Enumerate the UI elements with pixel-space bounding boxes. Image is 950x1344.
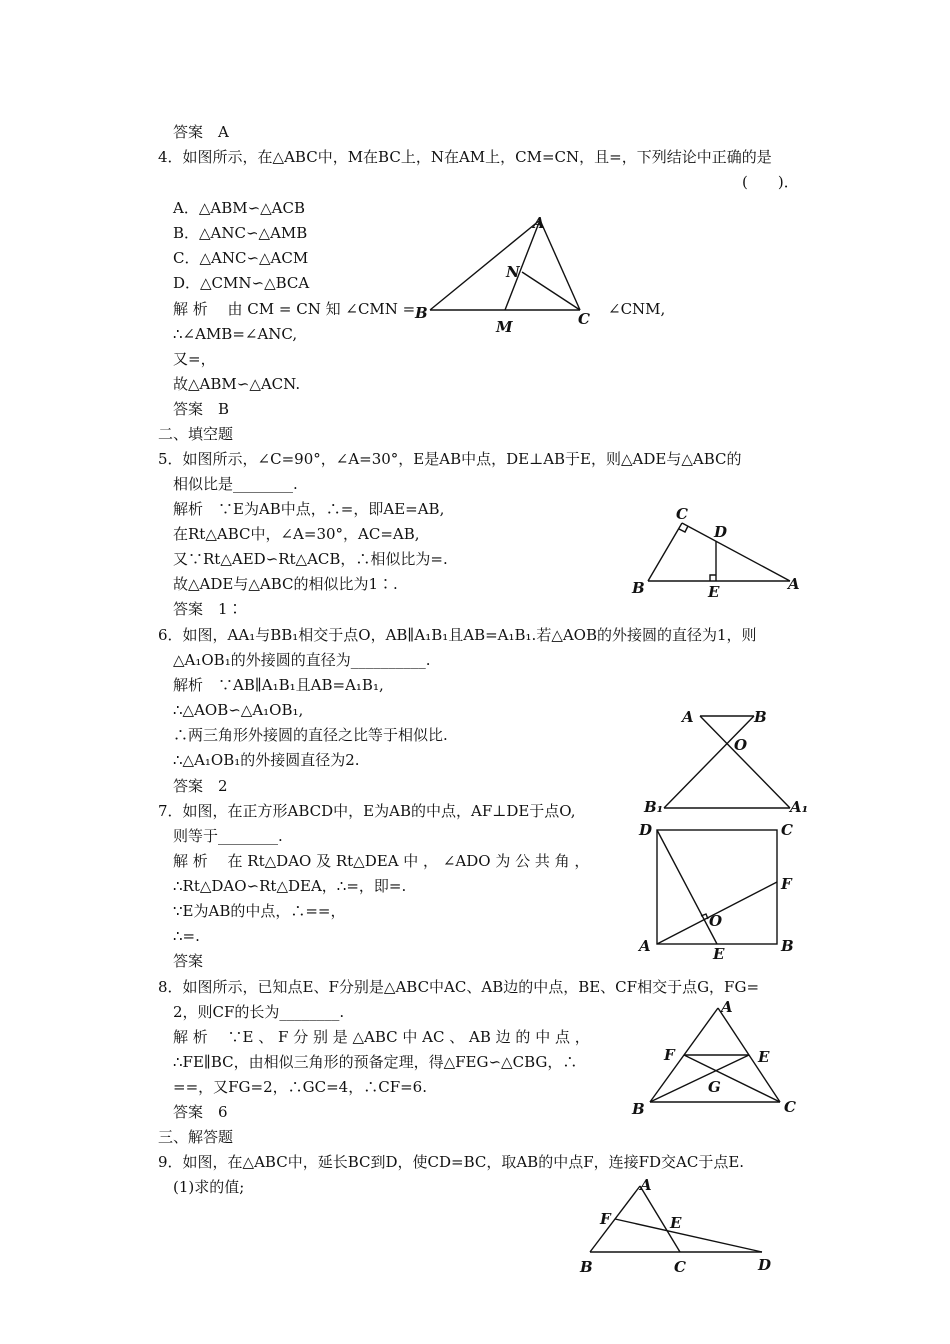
q5-side-bc: [648, 523, 682, 581]
q8-label-a: A: [721, 998, 733, 1016]
q9-segment-fd: [615, 1219, 762, 1252]
q6-label-o: O: [734, 736, 748, 754]
q7-label-a: A: [639, 937, 651, 955]
q7-label-b: B: [781, 937, 794, 955]
q6-figure: [640, 700, 820, 820]
q5-label-a: A: [788, 575, 800, 593]
q4-analysis-1: 解 析 由 CM = CN 知 ∠CMN =: [173, 300, 416, 318]
q4-label-b: B: [415, 304, 428, 322]
q7-label-c: C: [781, 821, 793, 839]
q6-label-b1: B₁: [644, 798, 664, 816]
q7-analysis-3: ∵E为AB的中点，∴==，: [173, 902, 346, 920]
q9-label-e: E: [670, 1214, 682, 1232]
q5-analysis-4: 故△ADE与△ABC的相似比为1∶.: [173, 575, 398, 593]
q6-analysis-1: 解析 ∵AB∥A₁B₁且AB=A₁B₁,: [173, 676, 384, 694]
q6-answer: 答案 2: [173, 777, 228, 795]
q4-figure: [410, 210, 610, 340]
q8-analysis-1: 解 析 ∵E 、 F 分 别 是 △ABC 中 AC 、 AB 边 的 中 点 ，: [173, 1028, 590, 1046]
q5-stem-2: 相似比是________.: [173, 475, 298, 493]
q5-label-e: E: [708, 583, 720, 601]
q6-segment-bb1: [664, 716, 754, 808]
q7-label-d: D: [639, 821, 653, 839]
q6-label-b: B: [754, 708, 767, 726]
q4-side-ab: [430, 220, 540, 310]
q5-right-angle-e: [710, 575, 716, 581]
q5-analysis-1: 解析 ∵E为AB中点，∴=，即AE=AB,: [173, 500, 445, 518]
q9-label-d: D: [758, 1256, 772, 1274]
q7-label-f: F: [781, 875, 792, 893]
q6-label-a: A: [682, 708, 694, 726]
q9-part-1: (1)求的值;: [173, 1178, 245, 1196]
q7-stem-2: 则等于________.: [173, 827, 283, 845]
q7-figure: [635, 815, 805, 963]
q7-label-o: O: [709, 912, 723, 930]
q4-analysis-4: 故△ABM∽△ACN.: [173, 375, 301, 393]
q4-label-m: M: [496, 318, 513, 336]
q9-label-b: B: [580, 1258, 593, 1276]
q5-analysis-2: 在Rt△ABC中，∠A=30°，AC=AB,: [173, 525, 420, 543]
q8-stem-1: 8．如图所示，已知点E、F分别是△ABC中AC、AB边的中点，BE、CF相交于点G，FG=: [158, 978, 760, 996]
q5-label-d: D: [714, 523, 728, 541]
q7-segment-de: [657, 830, 717, 944]
q9-figure: [570, 1170, 790, 1280]
q4-option-c: C．△ANC∽△ACM: [173, 249, 309, 267]
q6-analysis-3: ∴两三角形外接圆的直径之比等于相似比.: [173, 726, 448, 744]
q6-analysis-2: ∴△AOB∽△A₁OB₁,: [173, 701, 304, 719]
q8-analysis-3: ==，又FG=2，∴GC=4，∴CF=6.: [173, 1078, 427, 1096]
q7-analysis-2: ∴Rt△DAO∽Rt△DEA，∴=，即=.: [173, 877, 407, 895]
q6-label-a1: A₁: [790, 798, 809, 816]
q4-analysis-2: ∴∠AMB=∠ANC,: [173, 325, 298, 343]
q6-stem-1: 6．如图，AA₁与BB₁相交于点O，AB∥A₁B₁且AB=A₁B₁.若△AOB的外接圆的直径为1，则: [158, 626, 757, 644]
q8-figure: [628, 998, 808, 1120]
q8-label-f: F: [664, 1046, 675, 1064]
q8-label-b: B: [632, 1100, 645, 1118]
q6-segment-aa1: [700, 716, 790, 808]
q5-figure: [628, 505, 818, 600]
q3-answer: 答案 A: [173, 123, 229, 141]
section-2-title: 二、填空题: [158, 425, 234, 443]
q7-analysis-4: ∴=.: [173, 927, 200, 945]
q8-label-g: G: [708, 1078, 721, 1096]
q7-analysis-1: 解 析 在 Rt△DAO 及 Rt△DEA 中 ， ∠ADO 为 公 共 角 ，: [173, 852, 590, 870]
q5-analysis-3: 又∵Rt△AED∽Rt△ACB，∴相似比为=.: [173, 550, 448, 568]
q9-label-a: A: [640, 1176, 652, 1194]
q6-analysis-4: ∴△A₁OB₁的外接圆直径为2.: [173, 751, 360, 769]
q9-label-c: C: [674, 1258, 686, 1276]
q8-stem-2: 2，则CF的长为________.: [173, 1003, 345, 1021]
q4-label-c: C: [578, 310, 590, 328]
q4-blank: ( )．: [742, 173, 799, 191]
q9-stem: 9．如图，在△ABC中，延长BC到D，使CD=BC，取AB的中点F，连接FD交AC于点E.: [158, 1153, 745, 1171]
q7-stem-1: 7．如图，在正方形ABCD中，E为AB的中点，AF⊥DE于点O,: [158, 802, 576, 820]
q5-answer: 答案 1∶: [173, 600, 243, 618]
q7-answer: 答案: [173, 952, 204, 970]
q8-analysis-2: ∴FE∥BC，由相似三角形的预备定理，得△FEG∽△CBG，∴: [173, 1053, 578, 1071]
q5-label-c: C: [676, 505, 688, 523]
q5-stem-1: 5．如图所示，∠C=90°，∠A=30°，E是AB中点，DE⊥AB于E，则△ADE与△ABC的: [158, 450, 742, 468]
q4-stem: 4．如图所示，在△ABC中，M在BC上，N在AM上，CM=CN，且=，下列结论中正确的是: [158, 148, 772, 166]
q5-side-ca: [682, 523, 790, 581]
q7-label-e: E: [713, 945, 725, 963]
q4-option-d: D．△CMN∽△BCA: [173, 274, 310, 292]
q4-option-a: A．△ABM∽△ACB: [173, 199, 306, 217]
q8-label-c: C: [784, 1098, 796, 1116]
q5-label-b: B: [632, 579, 645, 597]
section-3-title: 三、解答题: [158, 1128, 234, 1146]
q4-analysis-1-tail: ∠CNM,: [608, 300, 666, 318]
q6-stem-2: △A₁OB₁的外接圆的直径为__________.: [173, 651, 431, 669]
q4-label-a: A: [533, 214, 545, 232]
q4-answer: 答案 B: [173, 400, 230, 418]
q4-option-b: B．△ANC∽△AMB: [173, 224, 308, 242]
q4-analysis-3: 又=，: [173, 350, 216, 368]
q4-label-n: N: [506, 263, 520, 281]
q9-label-f: F: [600, 1210, 611, 1228]
q8-answer: 答案 6: [173, 1103, 228, 1121]
q8-label-e: E: [758, 1048, 770, 1066]
